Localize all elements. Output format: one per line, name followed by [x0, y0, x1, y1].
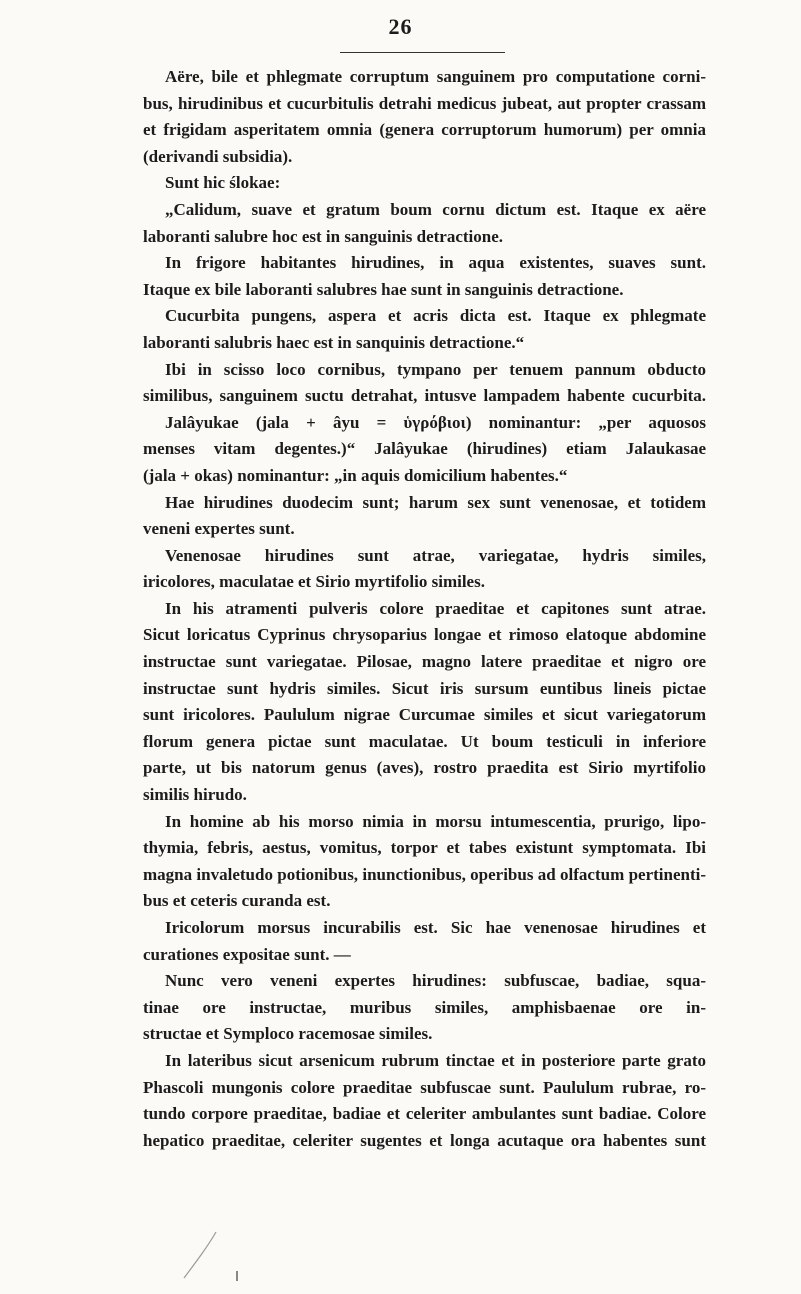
- text-line: iricolores, maculatae et Sirio myrtifolio similes.: [143, 572, 485, 592]
- ink-speck-mark: [234, 1270, 240, 1282]
- text-line: Phascoli mungonis colore praeditae subfuscae sunt. Paululum rubrae, ro-: [143, 1077, 706, 1097]
- text-line: Nunc vero veneni expertes hirudines: subfuscae, badiae, squa-: [165, 971, 706, 991]
- text-line: „Calidum, suave et gratum boum cornu dictum est. Itaque ex aëre: [165, 199, 706, 219]
- text-line: bus, hirudinibus et cucurbitulis detrahi medicus jubeat, aut propter crassam: [143, 93, 706, 113]
- text-line: instructae sunt hydris similes. Sicut iris sursum euntibus lineis pictae: [143, 678, 706, 698]
- text-line: Iricolorum morsus incurabilis est. Sic hae venenosae hirudines et: [165, 918, 706, 937]
- text-line: In his atramenti pulveris colore praeditae et capitones sunt atrae.: [165, 598, 706, 618]
- text-line: similis hirudo.: [143, 785, 247, 805]
- text-line: (jala + okas) nominantur: „in aquis domicilium habentes.“: [143, 465, 568, 485]
- text-line: hepatico praeditae, celeriter sugentes et longa acutaque ora habentes sunt: [143, 1130, 706, 1150]
- text-line: parte, ut bis natorum genus (aves), rostro praedita est Sirio myrtifolio: [143, 758, 706, 778]
- text-line: curationes expositae sunt. —: [143, 944, 351, 964]
- text-line: Jalâyukae (jala + âyu = ὑγρόβιοι) nominantur: „per aquosos: [165, 412, 706, 432]
- text-line: structae et Symploco racemosae similes.: [143, 1024, 433, 1044]
- text-line: Itaque ex bile laboranti salubres hae sunt in sanguinis detractione.: [143, 279, 624, 299]
- text-line: thymia, febris, aestus, vomitus, torpor et tabes existunt symptomata. Ibi: [143, 838, 706, 858]
- text-line: tundo corpore praeditae, badiae et celeriter ambulantes sunt badiae. Colore: [143, 1104, 706, 1124]
- text-line: In lateribus sicut arsenicum rubrum tinctae et in posteriore parte grato: [165, 1050, 706, 1070]
- text-line: similibus, sanguinem suctu detrahat, intusve lampadem habente cucurbita.: [143, 386, 706, 406]
- text-line: (derivandi subsidia).: [143, 146, 293, 166]
- text-line: Aëre, bile et phlegmate corruptum sanguinem pro computatione corni-: [165, 67, 706, 86]
- page-number: 26: [388, 14, 413, 39]
- text-line: In frigore habitantes hirudines, in aqua existentes, suaves sunt.: [165, 253, 706, 273]
- text-line: veneni expertes sunt.: [143, 519, 295, 539]
- text-line: bus et ceteris curanda est.: [143, 891, 331, 911]
- text-line: sunt iricolores. Paululum nigrae Curcumae similes et sicut variegatorum: [143, 705, 706, 725]
- text-line: Cucurbita pungens, aspera et acris dicta est. Itaque ex phlegmate: [165, 306, 706, 326]
- pen-stroke-mark: [180, 1230, 220, 1280]
- text-line: In homine ab his morso nimia in morsu intumescentia, prurigo, lipo-: [165, 811, 706, 831]
- text-line: et frigidam asperitatem omnia (genera corruptorum humorum) per omnia: [143, 120, 706, 140]
- text-line: florum genera pictae sunt maculatae. Ut boum testiculi in inferiore: [143, 731, 706, 751]
- header-rule: [340, 52, 505, 53]
- text-line: instructae sunt variegatae. Pilosae, magno latere praeditae et nigro ore: [143, 652, 706, 672]
- text-line: magna invaletudo potionibus, inunctionibus, operibus ad olfactum pertinenti-: [143, 864, 706, 884]
- text-line: Sicut loricatus Cyprinus chrysoparius longae et rimoso elatoque abdomine: [143, 625, 706, 645]
- text-line: Venenosae hirudines sunt atrae, variegatae, hydris similes,: [165, 545, 706, 565]
- text-line: Hae hirudines duodecim sunt; harum sex sunt venenosae, et totidem: [165, 492, 706, 512]
- text-line: tinae ore instructae, muribus similes, amphisbaenae ore in-: [143, 997, 706, 1017]
- text-line: Sunt hic ślokae:: [165, 173, 281, 193]
- text-line: Ibi in scisso loco cornibus, tympano per tenuem pannum obducto: [165, 359, 706, 379]
- text-line: menses vitam degentes.)“ Jalâyukae (hirudines) etiam Jalaukasae: [143, 439, 706, 459]
- body-text: [143, 64, 706, 1154]
- text-line: laboranti salubris haec est in sanquinis detractione.“: [143, 332, 525, 352]
- text-line: laboranti salubre hoc est in sanguinis detractione.: [143, 226, 504, 246]
